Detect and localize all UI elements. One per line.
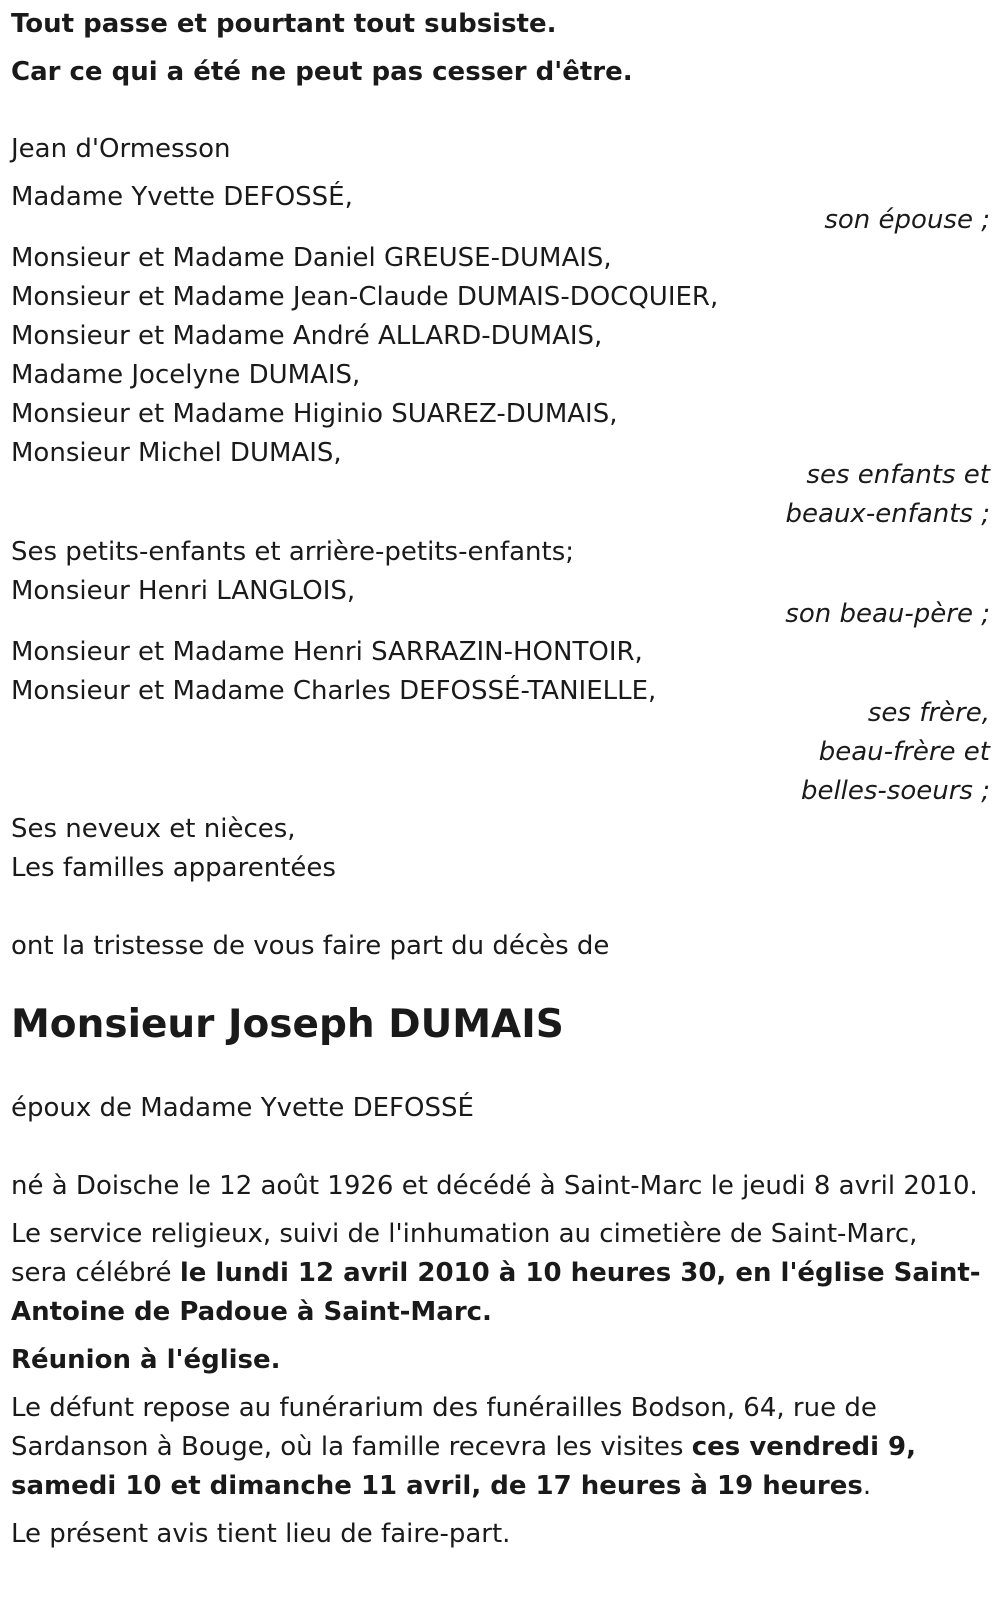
birth-death-line: né à Doische le 12 août 1926 et décédé à Saint-Marc le jeudi 8 avril 2010. — [11, 1171, 978, 1201]
sibling-line: Monsieur et Madame Henri SARRAZIN-HONTOIR, — [11, 637, 643, 667]
visitation-line-1: Le défunt repose au funérarium des funérailles Bodson, 64, rue de — [11, 1393, 877, 1423]
child-line: Madame Jocelyne DUMAIS, — [11, 360, 361, 390]
epigraph-line-2: Car ce qui a été ne peut pas cesser d'être. — [11, 57, 633, 87]
siblings-role-line-1: ses frère, — [867, 698, 990, 728]
siblings-role-line-2: beau-frère et — [818, 737, 990, 767]
service-line-2-plain: sera célébré — [11, 1258, 180, 1288]
meeting-line: Réunion à l'église. — [11, 1345, 281, 1375]
visitation-line-3-plain: . — [862, 1471, 872, 1501]
child-line: Monsieur Michel DUMAIS, — [11, 438, 342, 468]
deceased-name: Monsieur Joseph DUMAIS — [11, 1002, 564, 1047]
visitation-line-3 — [11, 1470, 871, 1502]
epigraph-author: Jean d'Ormesson — [11, 134, 231, 164]
child-line: Monsieur et Madame Higinio SUAREZ-DUMAIS, — [11, 399, 618, 429]
sibling-line: Monsieur et Madame Charles DEFOSSÉ-TANIELLE, — [11, 676, 657, 706]
visitation-line-2-plain: Sardanson à Bouge, où la famille recevra les visites — [11, 1432, 692, 1462]
epigraph-line-1: Tout passe et pourtant tout subsiste. — [11, 9, 557, 39]
spouse-name: Madame Yvette DEFOSSÉ, — [11, 182, 353, 212]
children-role-line-2: beaux-enfants ; — [785, 499, 990, 529]
nephews-line: Ses neveux et nièces, — [11, 814, 296, 844]
related-families-line: Les familles apparentées — [11, 853, 336, 883]
siblings-role-line-3: belles-soeurs ; — [800, 776, 990, 806]
spouse-of-line: époux de Madame Yvette DEFOSSÉ — [11, 1093, 474, 1123]
service-date-time: le lundi 12 avril 2010 à 10 heures 30, en l'église Saint- — [179, 1258, 981, 1288]
visitation-days-1: ces vendredi 9, — [691, 1432, 917, 1462]
closing-line: Le présent avis tient lieu de faire-part. — [11, 1519, 511, 1549]
spouse-role: son épouse ; — [824, 205, 990, 235]
father-in-law-name: Monsieur Henri LANGLOIS, — [11, 576, 356, 606]
father-in-law-role: son beau-père ; — [785, 599, 990, 629]
grandchildren-line: Ses petits-enfants et arrière-petits-enfants; — [11, 537, 574, 567]
service-location: Antoine de Padoue à Saint-Marc. — [11, 1297, 492, 1327]
announcement-intro: ont la tristesse de vous faire part du décès de — [11, 931, 610, 961]
child-line: Monsieur et Madame Jean-Claude DUMAIS-DOCQUIER, — [11, 282, 719, 312]
visitation-line-2 — [11, 1431, 916, 1463]
visitation-days-2: samedi 10 et dimanche 11 avril, de 17 heures à 19 heures — [11, 1471, 863, 1501]
child-line: Monsieur et Madame André ALLARD-DUMAIS, — [11, 321, 603, 351]
service-line-1: Le service religieux, suivi de l'inhumation au cimetière de Saint-Marc, — [11, 1219, 918, 1249]
children-role-line-1: ses enfants et — [806, 460, 990, 490]
service-line-2 — [11, 1257, 981, 1289]
child-line: Monsieur et Madame Daniel GREUSE-DUMAIS, — [11, 243, 612, 273]
